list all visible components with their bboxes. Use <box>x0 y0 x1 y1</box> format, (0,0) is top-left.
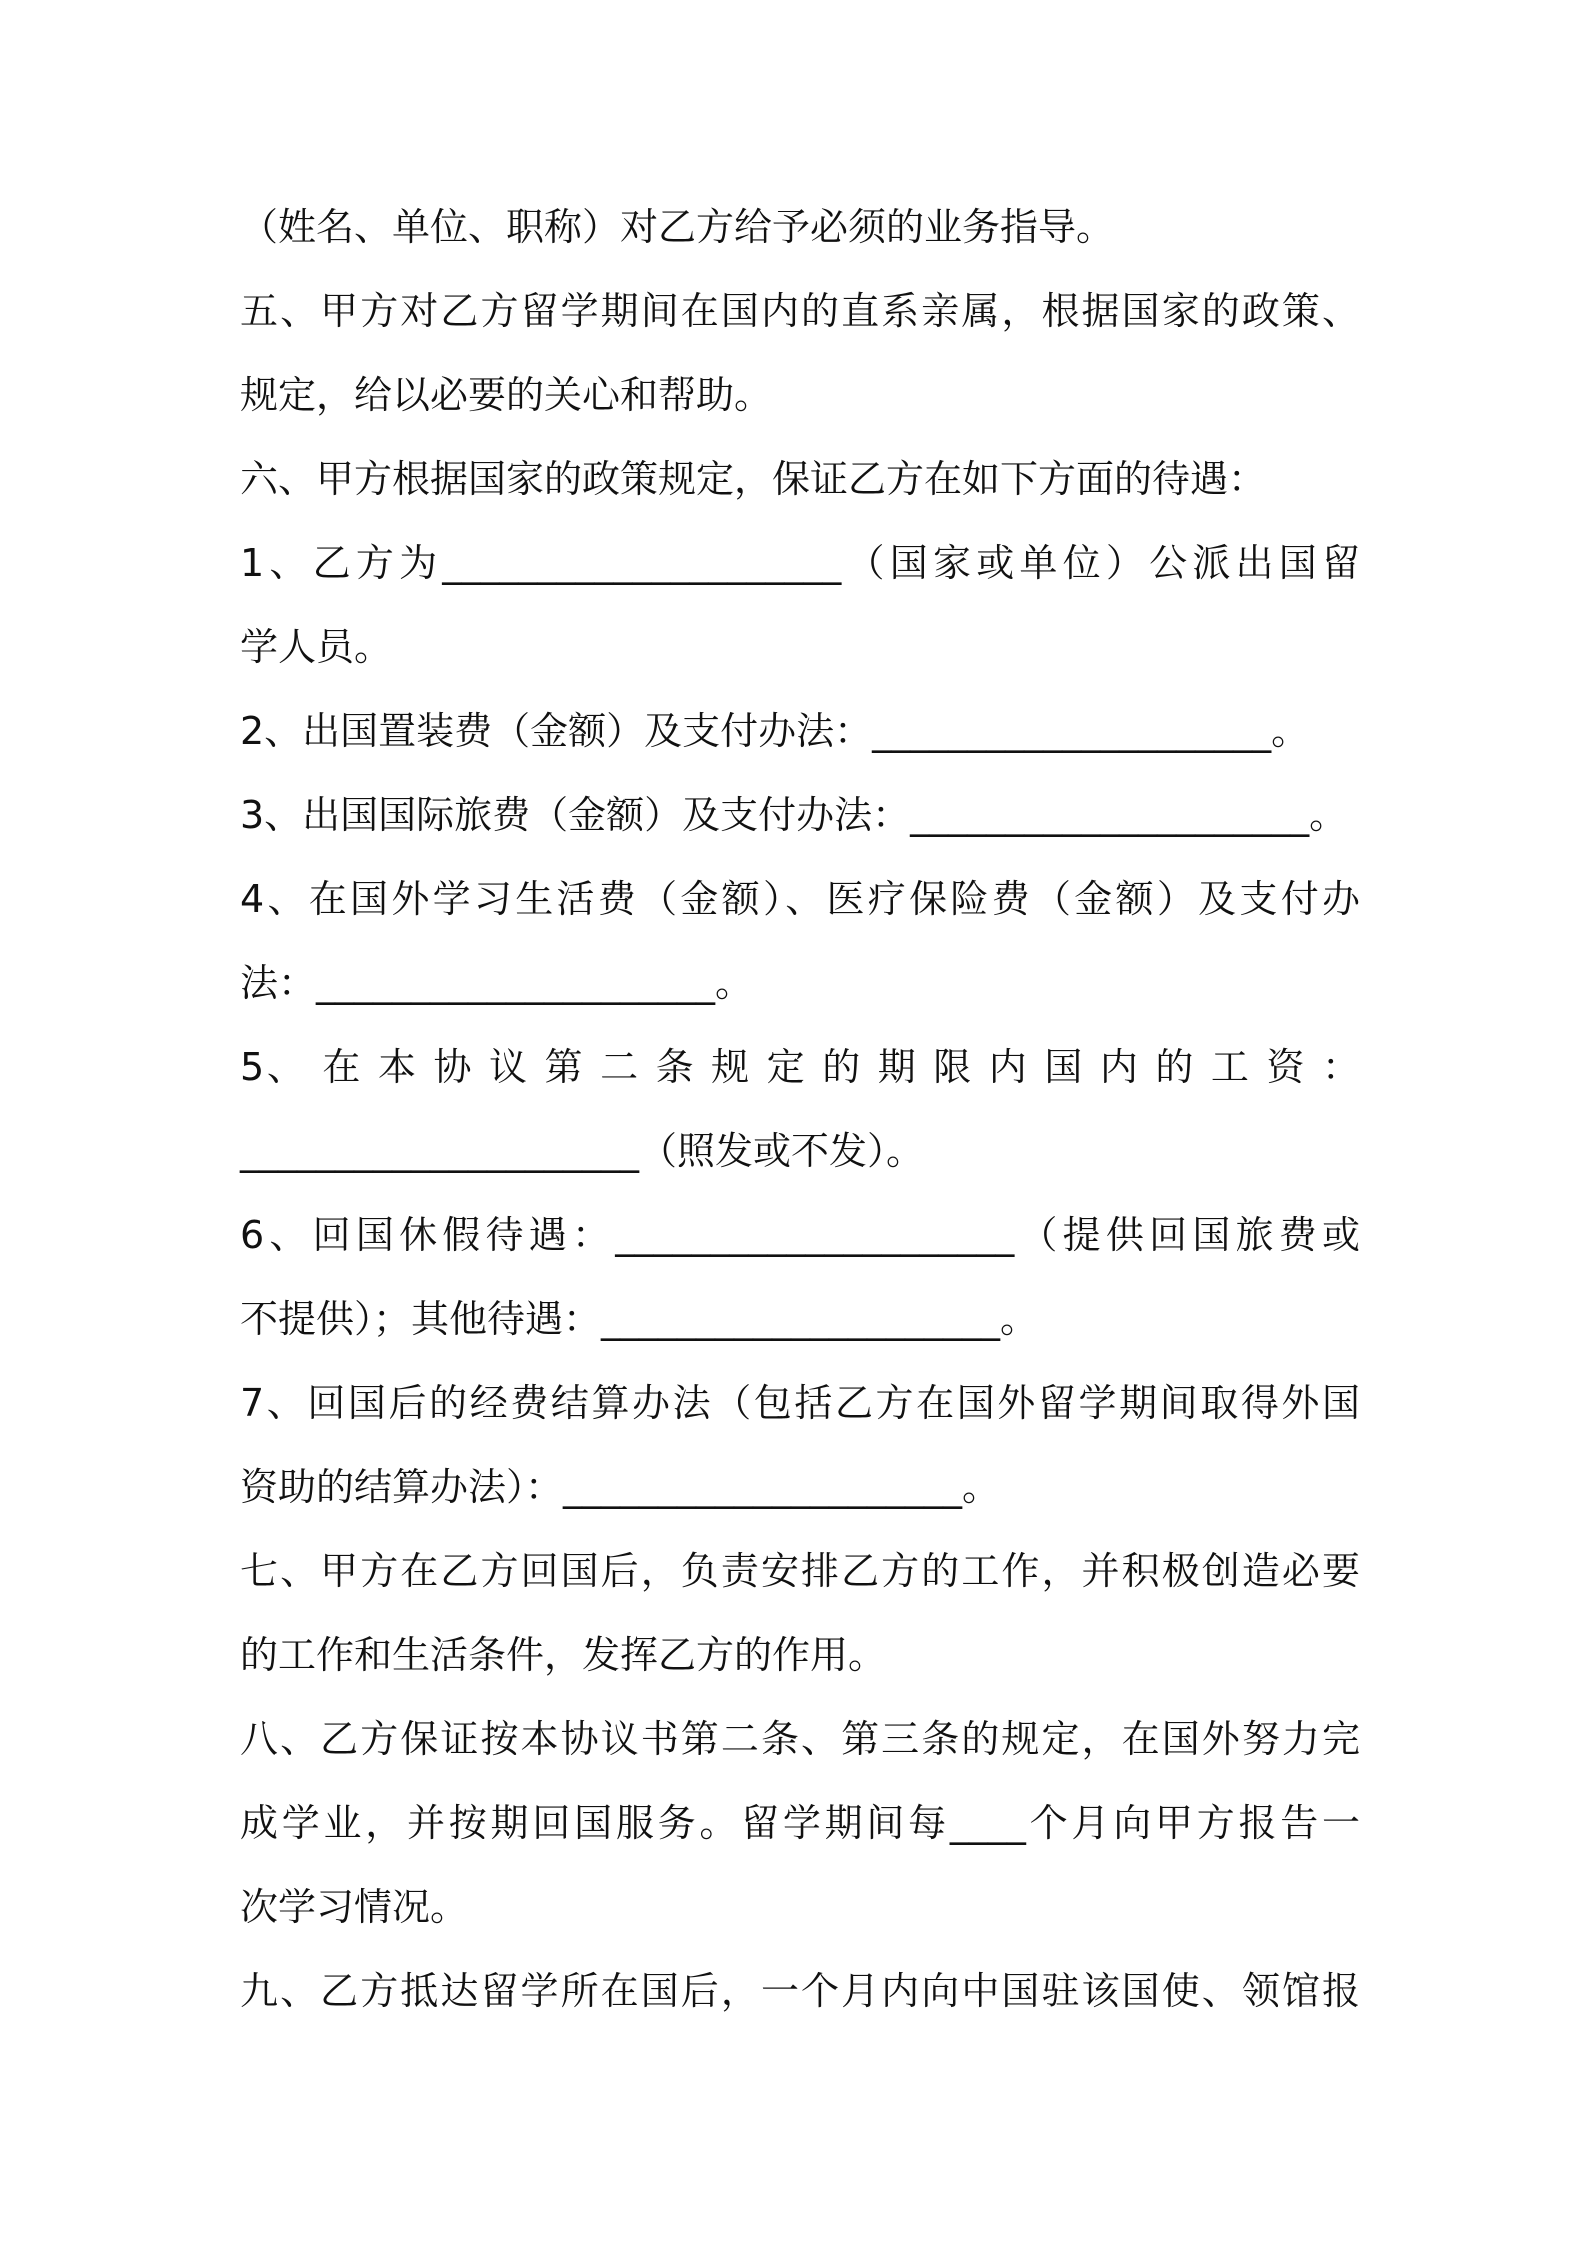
text-line: 法：_____________________。 <box>240 961 754 1005</box>
text-line: 成学业，并按期回国服务。留学期间每____个月向甲方报告一 <box>240 1801 1360 1845</box>
text-line: 六、甲方根据国家的政策规定，保证乙方在如下方面的待遇： <box>240 457 1267 501</box>
text-line: 4、在国外学习生活费（金额）、医疗保险费（金额）及支付办 <box>240 877 1360 921</box>
text-line: 7、回国后的经费结算办法（包括乙方在国外留学期间取得外国 <box>240 1381 1360 1425</box>
text-line: 八、乙方保证按本协议书第二条、第三条的规定，在国外努力完 <box>240 1717 1360 1761</box>
text-line: 学人员。 <box>240 625 393 669</box>
text-line: 5、 在 本 协 议 第 二 条 规 定 的 期 限 内 国 内 的 工 资 ： <box>240 1045 1360 1089</box>
text-line: 不提供）；其他待遇：_____________________。 <box>240 1297 1039 1341</box>
text-line: 九、乙方抵达留学所在国后，一个月内向中国驻该国使、领馆报 <box>240 1969 1360 2013</box>
text-line: （姓名、单位、职称）对乙方给予必须的业务指导。 <box>240 205 1115 249</box>
text-line: 资助的结算办法）：_____________________。 <box>240 1465 1001 1509</box>
text-line: 次学习情况。 <box>240 1885 469 1929</box>
text-line: 1、乙方为_____________________（国家或单位）公派出国留 <box>240 541 1360 585</box>
text-line: 6、回国休假待遇：_____________________（提供回国旅费或 <box>240 1213 1360 1257</box>
text-line: 的工作和生活条件，发挥乙方的作用。 <box>240 1633 887 1677</box>
text-line: 2、出国置装费（金额）及支付办法：_____________________。 <box>240 709 1310 753</box>
text-line: _____________________（照发或不发）。 <box>240 1129 925 1173</box>
text-line: 五、甲方对乙方留学期间在国内的直系亲属，根据国家的政策、 <box>240 289 1360 333</box>
text-line: 规定，给以必要的关心和帮助。 <box>240 373 773 417</box>
text-line: 七、甲方在乙方回国后，负责安排乙方的工作，并积极创造必要 <box>240 1549 1360 1593</box>
text-line: 3、出国国际旅费（金额）及支付办法：_____________________。 <box>240 793 1348 837</box>
